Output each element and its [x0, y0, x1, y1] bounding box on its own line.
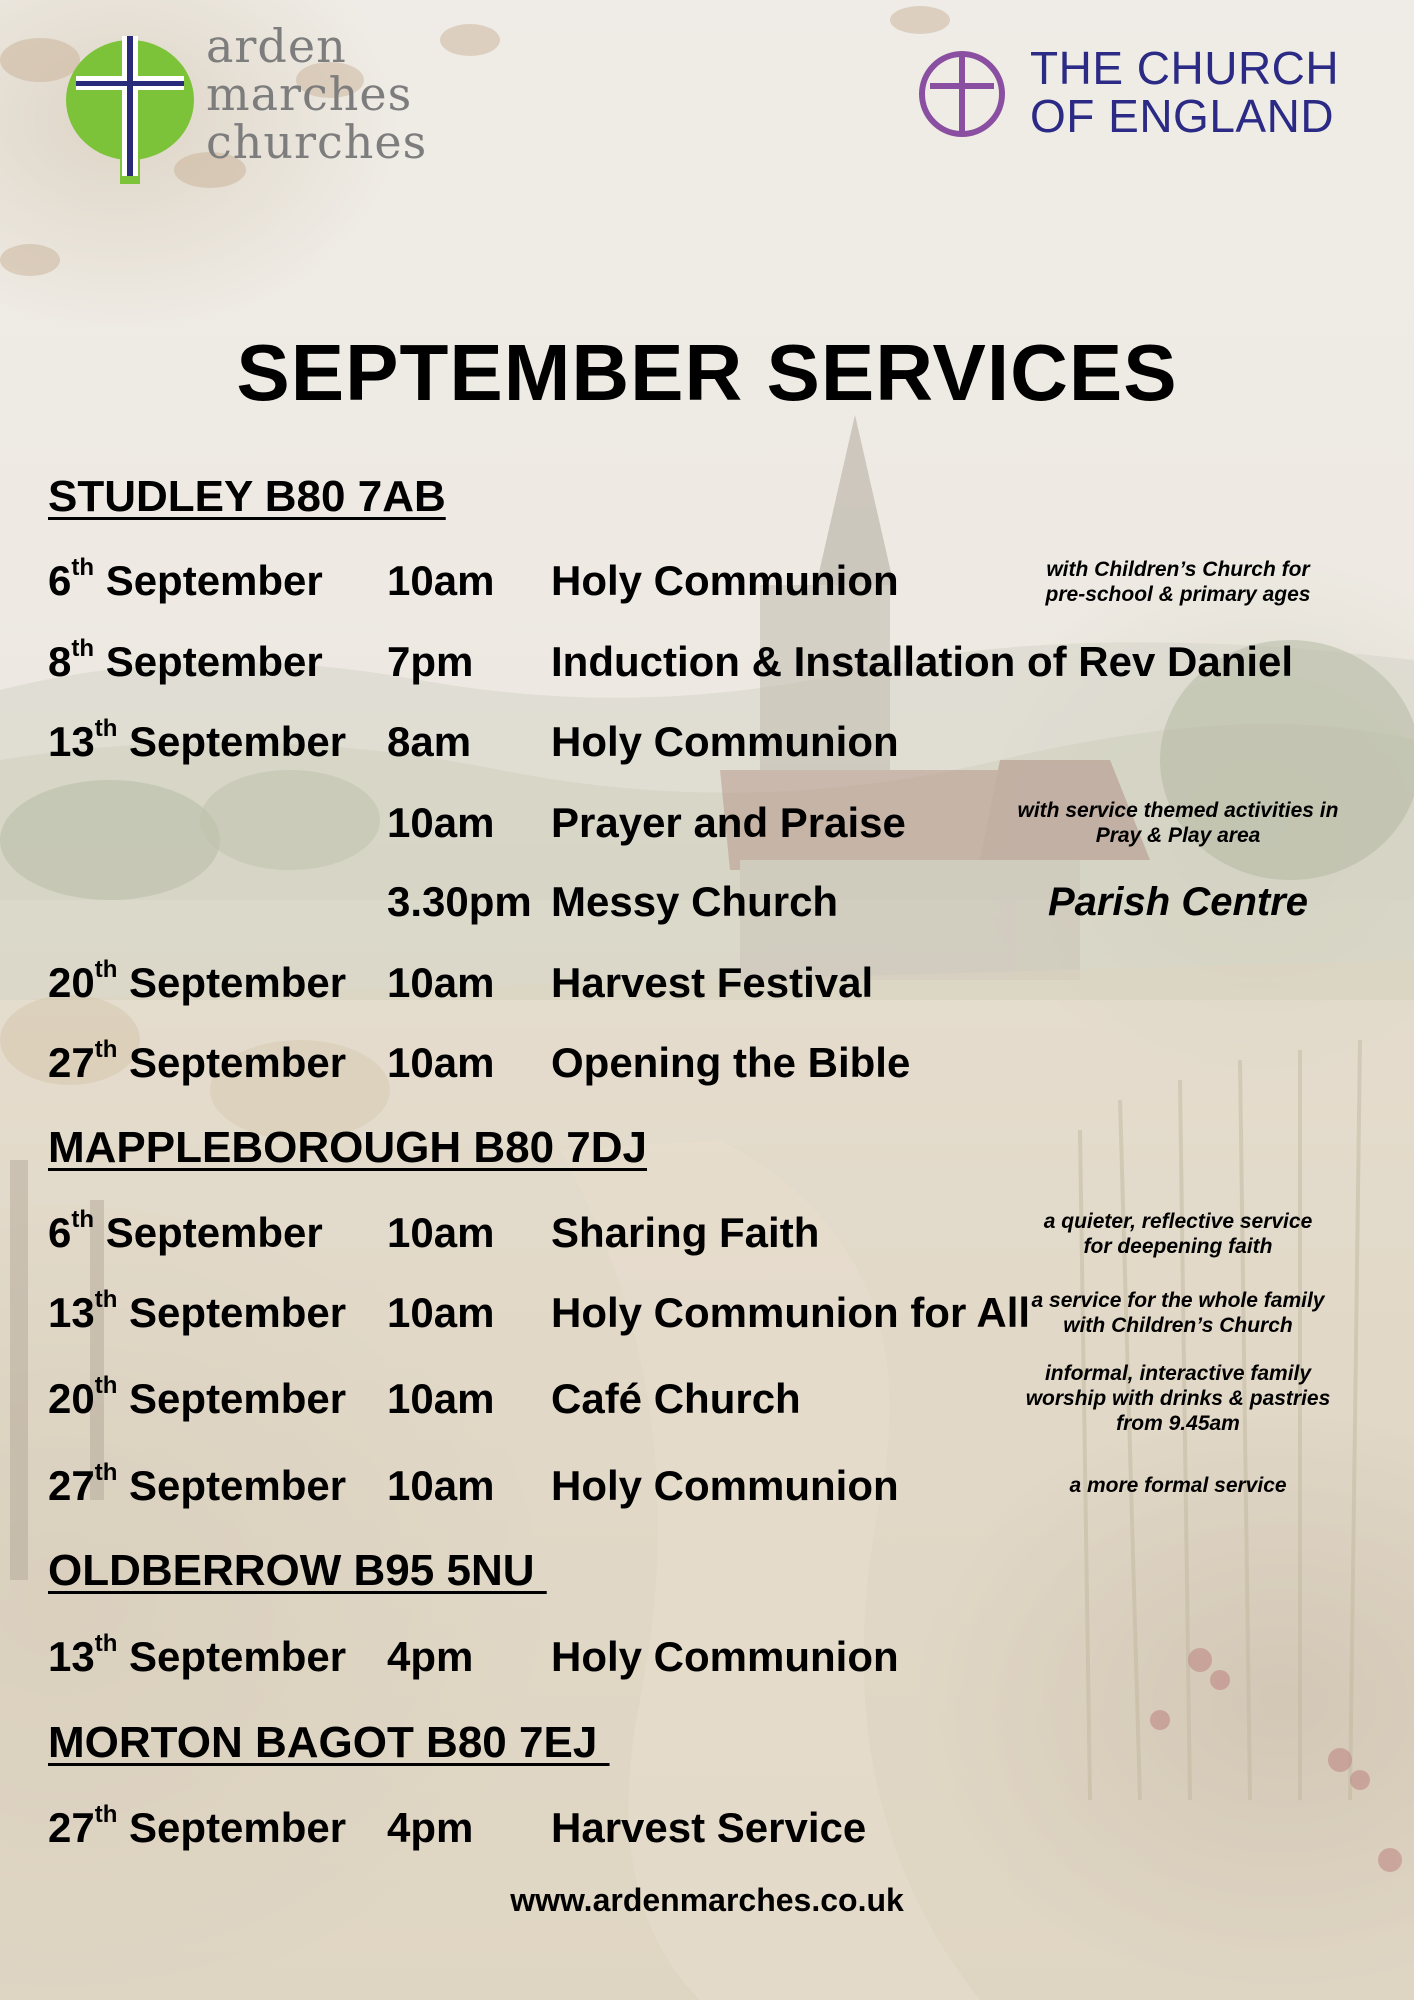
service-note: a service for the whole family with Children’s Church [1031, 1289, 1325, 1337]
service-name: Harvest Festival [551, 959, 874, 1006]
service-note: a quieter, reflective service for deepening faith [1043, 1210, 1313, 1258]
service-date: 27th September [48, 1459, 347, 1509]
service-name: Holy Communion [551, 1462, 899, 1509]
service-time: 10am [387, 557, 495, 604]
page-title: SEPTEMBER SERVICES [236, 328, 1178, 417]
logo-line-arden: arden [206, 19, 347, 73]
service-time: 4pm [387, 1633, 474, 1680]
service-time: 10am [387, 1209, 495, 1256]
service-row [48, 953, 1388, 1013]
service-time: 7pm [387, 638, 474, 685]
service-note: with service themed activities in Pray & Play area [1017, 799, 1339, 847]
service-date: 13th September [48, 1630, 347, 1680]
section-heading-mappleborough: MAPPLEBOROUGH B80 7DJ [48, 1123, 648, 1172]
service-date: 6th September [48, 1206, 323, 1256]
service-date: 20th September [48, 1372, 347, 1422]
service-name: Harvest Service [551, 1804, 867, 1851]
service-time: 10am [387, 1289, 495, 1336]
service-note: a more formal service [1069, 1474, 1287, 1497]
section-heading-morton-bagot: MORTON BAGOT B80 7EJ [48, 1718, 610, 1767]
coe-line-2: OF ENGLAND [1030, 90, 1335, 142]
coe-cross-circle-icon [916, 48, 1012, 144]
service-date: 27th September [48, 1036, 347, 1086]
service-name: Holy Communion [551, 557, 899, 604]
service-time: 4pm [387, 1804, 474, 1851]
service-row [48, 1627, 1388, 1687]
service-date: 8th September [48, 635, 323, 685]
service-row [48, 551, 1388, 611]
service-date: 27th September [48, 1801, 347, 1851]
section-heading-studley: STUDLEY B80 7AB [48, 472, 446, 521]
service-date: 6th September [48, 554, 323, 604]
service-time: 10am [387, 1462, 495, 1509]
service-name: Holy Communion [551, 1633, 899, 1680]
logo-line-churches: churches [206, 115, 428, 169]
service-name: Holy Communion [551, 718, 899, 765]
service-row [48, 632, 1388, 692]
service-date: 13th September [48, 715, 347, 765]
service-name: Holy Communion for All [551, 1289, 1031, 1336]
service-name: Sharing Faith [551, 1209, 820, 1256]
service-row [48, 1798, 1388, 1858]
church-of-england-logo [916, 44, 1376, 144]
service-name: Prayer and Praise [551, 799, 906, 846]
service-name: Opening the Bible [551, 1039, 911, 1086]
service-row [48, 1203, 1388, 1263]
service-name: Induction & Installation of Rev Daniel [551, 638, 1294, 685]
service-date: 20th September [48, 956, 347, 1006]
section-heading-oldberrow: OLDBERROW B95 5NU [48, 1546, 547, 1595]
service-time: 10am [387, 959, 495, 1006]
website-link[interactable]: www.ardenmarches.co.uk [510, 1882, 904, 1918]
service-date: 13th September [48, 1286, 347, 1336]
tree-cross-icon [64, 28, 204, 188]
service-row [48, 712, 1388, 772]
arden-marches-logo [64, 19, 464, 188]
service-row [48, 1033, 1388, 1093]
service-row [48, 793, 1388, 853]
arden-marches-wordmark [206, 19, 428, 169]
service-location-note: Parish Centre [1047, 880, 1309, 924]
service-time: 3.30pm [387, 878, 532, 925]
service-time: 10am [387, 1039, 495, 1086]
service-time: 10am [387, 799, 495, 846]
service-time: 10am [387, 1375, 495, 1422]
service-note: with Children’s Church for pre-school & primary ages [1045, 558, 1311, 606]
service-note: informal, interactive family worship with drinks & pastries from 9.45am [1025, 1362, 1331, 1435]
service-row [48, 1362, 1388, 1435]
service-name: Café Church [551, 1375, 801, 1422]
service-row [48, 1456, 1388, 1516]
logo-line-marches: marches [206, 67, 413, 121]
service-time: 8am [387, 718, 472, 765]
service-row [48, 872, 1388, 932]
service-row [48, 1283, 1388, 1343]
coe-line-1: THE CHURCH [1030, 42, 1340, 94]
service-name: Messy Church [551, 878, 839, 925]
